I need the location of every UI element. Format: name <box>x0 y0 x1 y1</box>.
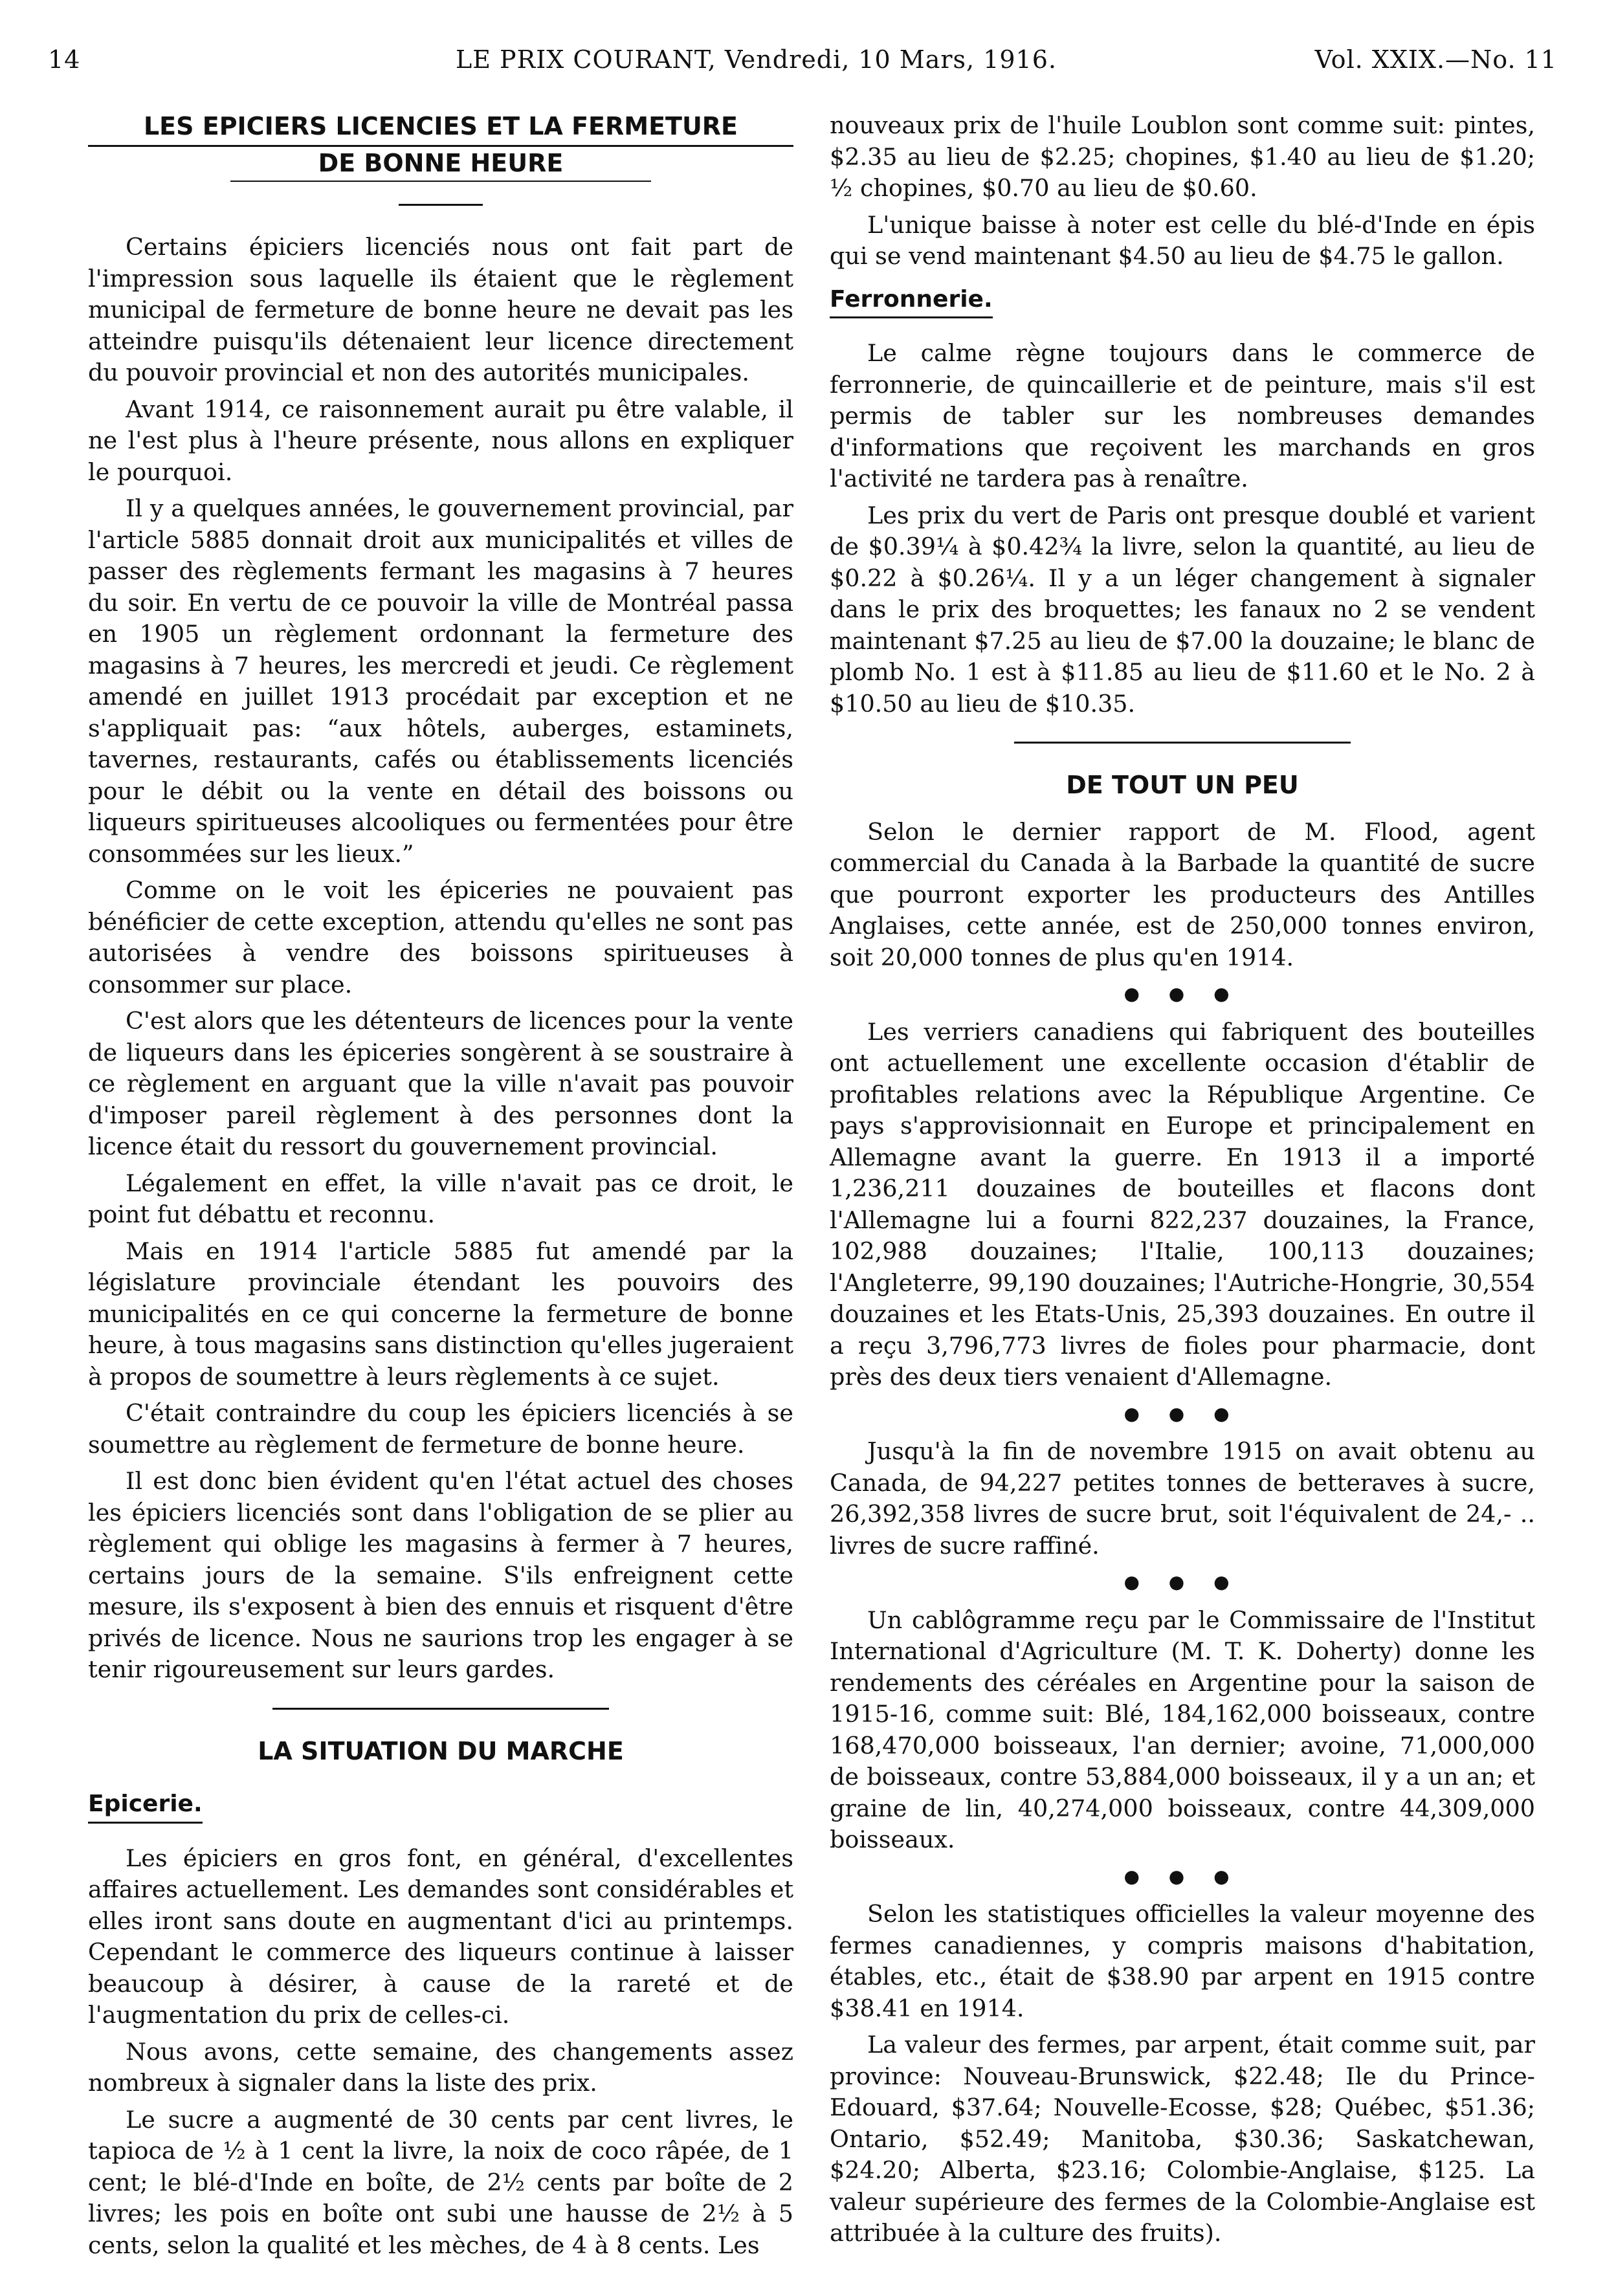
paragraph: Comme on le voit les épiceries ne pouvaient pas bénéficier de cette exception, attendu qu'elles ne sont pas autorisées à vendre des boissons spiritueuses à consommer sur place. <box>88 876 793 999</box>
paragraph: Les épiciers en gros font, en général, d'excellentes affaires actuellement. Les demandes sont considérables et elles iront sans doute en augmentant d'ici au printemps. Cependant le commerce des liqueurs continue à laisser beaucoup à désirer, à cause de la rareté et de l'augmentation du prix de celles-ci. <box>88 1844 793 2029</box>
separator-stars: ● ● ● <box>1124 983 1241 1004</box>
news-item: Les verriers canadiens qui fabriquent des bouteilles ont actuellement une excellente occasion d'établir de profitables relations avec la République Argentine. Ce pays s'approvisionnait en Europe et principalement en Allemagne avant la guerre. En 1913 il a importé 1,236,211 douzaines de bouteilles et flacons dont l'Allemagne lui a fourni 822,237 douzaines, la France, 102,988 douzaines; l'Italie, 100,113 douzaines; l'Angleterre, 99,190 douzaines; l'Autriche-Hongrie, 30,554 douzaines et les Etats-Unis, 25,393 douzaines. En outre il a reçu 3,796,773 livres de fioles pour pharmacie, dont près des deux tiers venaient d'Allemagne. <box>830 1017 1535 1391</box>
paragraph: Avant 1914, ce raisonnement aurait pu être valable, il ne l'est plus à l'heure présente, nous allons en expliquer le pourquoi. <box>88 395 793 486</box>
subheading-ferronnerie: Ferronnerie. <box>830 284 993 319</box>
article-title-line-1: LES EPICIERS LICENCIES ET LA FERMETURE <box>88 110 793 147</box>
divider <box>399 204 483 206</box>
article-title <box>88 110 793 182</box>
subheading-epicerie: Epicerie. <box>88 1789 203 1824</box>
paragraph: Mais en 1914 l'article 5885 fut amendé par la législature provinciale étendant les pouvoirs des municipalités en ce qui concerne la fermeture de bonne heure, à tous magasins sans distinction qu'elles jugeraient à propos de soumettre à leurs règlements à ce sujet. <box>88 1237 793 1391</box>
section-title: LA SITUATION DU MARCHE <box>258 1736 624 1765</box>
paragraph: Il est donc bien évident qu'en l'état actuel des choses les épiciers licenciés sont dans l'obligation de se plier au règlement qui oblige les magasins à fermer à 7 heures, certains jours de la semaine. S'ils enfreignent cette mesure, ils s'exposent à bien des ennuis et risquent d'être privés de licence. Nous ne saurions trop les engager à se tenir rigoureusement sur leurs gardes. <box>88 1467 793 1683</box>
news-item: Un cablôgramme reçu par le Commissaire de l'Institut International d'Agriculture (M. T. K. Doherty) donne les rendements des céréales en Argentine pour la saison de 1915-16, comme suit: Blé, 184,162,000 boisseaux, contre 168,470,000 boisseaux, l'an dernier; avoine, 71,000,000 de boisseaux, contre 53,884,000 boisseaux, il y a un an; et graine de lin, 40,274,000 boisseaux, contre 44,309,000 boisseaux. <box>830 1606 1535 1853</box>
paragraph: C'était contraindre du coup les épiciers licenciés à se soumettre au règlement de fermeture de bonne heure. <box>88 1399 793 1459</box>
paragraph-continued: nouveaux prix de l'huile Loublon sont comme suit: pintes, $2.35 au lieu de $2.25; chopines, $1.40 au lieu de $1.20; ½ chopines, $0.70 au lieu de $0.60. <box>830 111 1535 202</box>
news-item: Selon le dernier rapport de M. Flood, agent commercial du Canada à la Barbade la quantité de sucre que pourront exporter les producteurs des Antilles Anglaises, cette année, est de 250,000 tonnes environ, soit 20,000 tonnes de plus qu'en 1914. <box>830 817 1535 971</box>
paragraph: La valeur des fermes, par arpent, était comme suit, par province: Nouveau-Brunswick, $22.48; Ile du Prince-Edouard, $37.64; Nouvelle-Ecosse, $28; Québec, $51.36; Ontario, $52.49; Manitoba, $30.36; Saskatchewan, $24.20; Alberta, $23.16; Colombie-Anglaise, $125. La valeur supérieure des fermes de la Colombie-Anglaise est attribuée à la culture des fruits). <box>830 2031 1535 2247</box>
separator-stars: ● ● ● <box>1124 1402 1241 1424</box>
publication-title: LE PRIX COURANT, Vendredi, 10 Mars, 1916. <box>456 45 1057 74</box>
section-title: DE TOUT UN PEU <box>1066 771 1299 799</box>
news-item: Jusqu'à la fin de novembre 1915 on avait obtenu au Canada, de 94,227 petites tonnes de betteraves à sucre, 26,392,358 livres de sucre brut, soit l'équivalent de 24,- .. livres de sucre raffiné. <box>830 1437 1535 1560</box>
paragraph: Les prix du vert de Paris ont presque doublé et varient de $0.39¼ à $0.42¾ la livre, selon la quantité, au lieu de $0.22 à $0.26¼. Il y a un léger changement à signaler dans le prix des broquettes; les fanaux no 2 se vendent maintenant $7.25 au lieu de $7.00 la douzaine; le blanc de plomb No. 1 est à $11.85 au lieu de $11.60 et le No. 2 à $10.50 au lieu de $10.35. <box>830 501 1535 718</box>
page-number: 14 <box>48 45 81 74</box>
right-column <box>830 110 1535 2255</box>
paragraph: Le calme règne toujours dans le commerce de ferronnerie, de quincaillerie et de peinture, mais s'il est permis de tabler sur les nombreuses demandes d'informations que reçoivent les marchands en gros l'activité ne tardera pas à renaître. <box>830 339 1535 492</box>
separator-stars: ● ● ● <box>1124 1571 1241 1593</box>
paragraph: C'est alors que les détenteurs de licences pour la vente de liqueurs dans les épiceries songèrent à se soustraire à ce règlement en arguant que la ville n'avait pas pouvoir d'imposer pareil règlement à des personnes dont la licence était du ressort du gouvernement provincial. <box>88 1007 793 1160</box>
divider <box>1014 742 1351 744</box>
divider <box>272 1708 609 1710</box>
paragraph: Légalement en effet, la ville n'avait pas ce droit, le point fut débattu et reconnu. <box>88 1169 793 1228</box>
volume-number: Vol. XXIX.—No. 11 <box>1314 45 1557 74</box>
paragraph: Il y a quelques années, le gouvernement provincial, par l'article 5885 donnait droit aux municipalités et villes de passer des règlements fermant les magasins à 7 heures du soir. En vertu de ce pouvoir la ville de Montréal passa en 1905 un règlement ordonnant la fermeture des magasins à 7 heures, les mercredi et jeudi. Ce règlement amendé en juillet 1913 procédait par exception et ne s'appliquait pas: “aux hôtels, auberges, estaminets, tavernes, restaurants, cafés ou établissements licenciés pour le débit ou la vente en détail des boissons ou liqueurs spiritueuses alcooliques ou fermentées pour être consommées sur les lieux.” <box>88 494 793 868</box>
left-column <box>88 110 793 2266</box>
article-title-line-2: DE BONNE HEURE <box>230 147 651 182</box>
paragraph: Nous avons, cette semaine, des changements assez nombreux à signaler dans la liste des prix. <box>88 2037 793 2097</box>
news-item: Selon les statistiques officielles la valeur moyenne des fermes canadiennes, y compris maisons d'habitation, étables, etc., était de $38.90 par arpent en 1915 contre $38.41 en 1914. <box>830 1900 1535 2022</box>
page-header <box>48 45 1557 84</box>
paragraph: Certains épiciers licenciés nous ont fait part de l'impression sous laquelle ils étaient que le règlement municipal de fermeture de bonne heure ne devait pas les atteindre puisqu'ils détenaient leur licence directement du pouvoir provincial et non des autorités municipales. <box>88 233 793 386</box>
paragraph: Le sucre a augmenté de 30 cents par cent livres, le tapioca de ½ à 1 cent la livre, la noix de coco râpée, de 1 cent; le blé-d'Inde en boîte, de 2½ cents par boîte de 2 livres; les pois en boîte ont subi une hausse de 2½ à 5 cents, selon la qualité et les mèches, de 4 à 8 cents. Les <box>88 2105 793 2259</box>
separator-stars: ● ● ● <box>1124 1865 1241 1887</box>
paragraph: L'unique baisse à noter est celle du blé-d'Inde en épis qui se vend maintenant $4.50 au lieu de $4.75 le gallon. <box>830 210 1535 270</box>
